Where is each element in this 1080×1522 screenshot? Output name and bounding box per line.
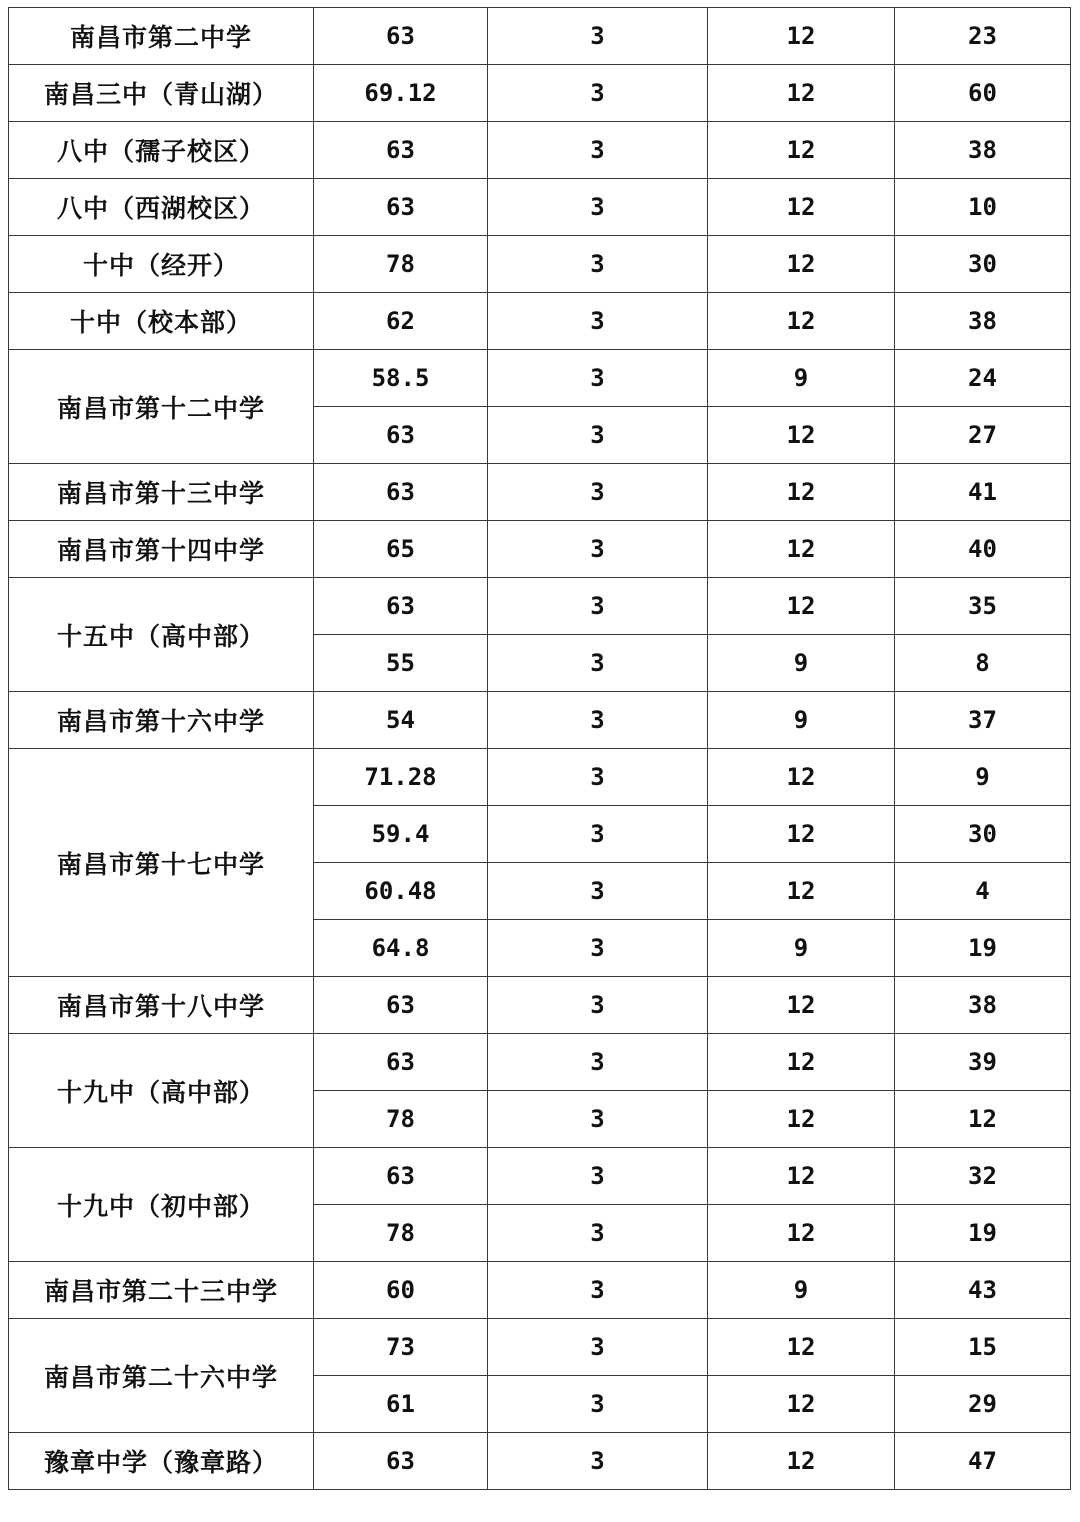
value-cell-col2: 60.48 — [314, 863, 488, 920]
table-row — [9, 1433, 1071, 1490]
value-cell-col5: 38 — [895, 122, 1071, 179]
value-cell-col5: 43 — [895, 1262, 1071, 1319]
value-cell-col4: 12 — [708, 1091, 895, 1148]
value-cell-col4: 12 — [708, 236, 895, 293]
value-cell-col3: 3 — [488, 920, 708, 977]
value-cell-col3: 3 — [488, 8, 708, 65]
value-cell-col5: 8 — [895, 635, 1071, 692]
value-cell-col5: 29 — [895, 1376, 1071, 1433]
value-cell-col5: 35 — [895, 578, 1071, 635]
value-cell-col5: 15 — [895, 1319, 1071, 1376]
value-cell-col5: 12 — [895, 1091, 1071, 1148]
value-cell-col2: 63 — [314, 464, 488, 521]
value-cell-col5: 4 — [895, 863, 1071, 920]
school-name-cell: 南昌市第二十三中学 — [9, 1262, 314, 1319]
table-body — [9, 8, 1071, 1490]
value-cell-col3: 3 — [488, 1262, 708, 1319]
value-cell-col3: 3 — [488, 1376, 708, 1433]
value-cell-col2: 63 — [314, 977, 488, 1034]
value-cell-col2: 63 — [314, 1433, 488, 1490]
value-cell-col2: 71.28 — [314, 749, 488, 806]
value-cell-col2: 78 — [314, 1091, 488, 1148]
table-row — [9, 179, 1071, 236]
value-cell-col3: 3 — [488, 464, 708, 521]
value-cell-col2: 55 — [314, 635, 488, 692]
value-cell-col3: 3 — [488, 1091, 708, 1148]
value-cell-col4: 12 — [708, 1319, 895, 1376]
school-name-cell: 南昌三中（青山湖） — [9, 65, 314, 122]
table-row — [9, 464, 1071, 521]
value-cell-col3: 3 — [488, 578, 708, 635]
table-row — [9, 977, 1071, 1034]
value-cell-col4: 9 — [708, 635, 895, 692]
value-cell-col5: 30 — [895, 236, 1071, 293]
school-name-cell: 豫章中学（豫章路） — [9, 1433, 314, 1490]
table-row — [9, 1034, 1071, 1091]
table-row — [9, 1148, 1071, 1205]
table-row — [9, 1262, 1071, 1319]
table-row — [9, 692, 1071, 749]
value-cell-col4: 12 — [708, 1034, 895, 1091]
value-cell-col5: 40 — [895, 521, 1071, 578]
value-cell-col3: 3 — [488, 635, 708, 692]
table-row — [9, 578, 1071, 635]
value-cell-col3: 3 — [488, 1319, 708, 1376]
value-cell-col5: 47 — [895, 1433, 1071, 1490]
value-cell-col5: 27 — [895, 407, 1071, 464]
value-cell-col4: 9 — [708, 350, 895, 407]
value-cell-col2: 63 — [314, 122, 488, 179]
value-cell-col4: 12 — [708, 122, 895, 179]
value-cell-col2: 58.5 — [314, 350, 488, 407]
value-cell-col3: 3 — [488, 692, 708, 749]
value-cell-col2: 63 — [314, 578, 488, 635]
value-cell-col3: 3 — [488, 236, 708, 293]
value-cell-col3: 3 — [488, 179, 708, 236]
school-name-cell: 南昌市第二十六中学 — [9, 1319, 314, 1433]
value-cell-col2: 63 — [314, 8, 488, 65]
value-cell-col2: 63 — [314, 1148, 488, 1205]
value-cell-col2: 63 — [314, 179, 488, 236]
value-cell-col2: 63 — [314, 1034, 488, 1091]
value-cell-col4: 9 — [708, 692, 895, 749]
table-row — [9, 8, 1071, 65]
value-cell-col5: 30 — [895, 806, 1071, 863]
school-name-cell: 十五中（高中部） — [9, 578, 314, 692]
value-cell-col4: 12 — [708, 578, 895, 635]
value-cell-col2: 63 — [314, 407, 488, 464]
value-cell-col2: 73 — [314, 1319, 488, 1376]
value-cell-col5: 39 — [895, 1034, 1071, 1091]
value-cell-col3: 3 — [488, 122, 708, 179]
school-name-cell: 十中（经开） — [9, 236, 314, 293]
value-cell-col4: 12 — [708, 977, 895, 1034]
value-cell-col3: 3 — [488, 806, 708, 863]
table-row — [9, 293, 1071, 350]
value-cell-col5: 38 — [895, 977, 1071, 1034]
value-cell-col5: 24 — [895, 350, 1071, 407]
value-cell-col2: 61 — [314, 1376, 488, 1433]
value-cell-col2: 78 — [314, 236, 488, 293]
value-cell-col4: 12 — [708, 806, 895, 863]
value-cell-col4: 12 — [708, 1205, 895, 1262]
value-cell-col5: 41 — [895, 464, 1071, 521]
table-row — [9, 1319, 1071, 1376]
school-name-cell: 八中（孺子校区） — [9, 122, 314, 179]
school-name-cell: 南昌市第十四中学 — [9, 521, 314, 578]
value-cell-col4: 12 — [708, 863, 895, 920]
value-cell-col3: 3 — [488, 977, 708, 1034]
school-name-cell: 八中（西湖校区） — [9, 179, 314, 236]
school-name-cell: 南昌市第二中学 — [9, 8, 314, 65]
value-cell-col3: 3 — [488, 350, 708, 407]
school-name-cell: 南昌市第十六中学 — [9, 692, 314, 749]
value-cell-col3: 3 — [488, 863, 708, 920]
table-row — [9, 749, 1071, 806]
school-name-cell: 十九中（高中部） — [9, 1034, 314, 1148]
value-cell-col4: 12 — [708, 1376, 895, 1433]
value-cell-col4: 12 — [708, 1148, 895, 1205]
table-row — [9, 122, 1071, 179]
value-cell-col3: 3 — [488, 749, 708, 806]
school-name-cell: 十九中（初中部） — [9, 1148, 314, 1262]
value-cell-col2: 62 — [314, 293, 488, 350]
value-cell-col4: 12 — [708, 179, 895, 236]
value-cell-col3: 3 — [488, 293, 708, 350]
value-cell-col4: 12 — [708, 65, 895, 122]
value-cell-col4: 12 — [708, 521, 895, 578]
school-name-cell: 南昌市第十三中学 — [9, 464, 314, 521]
school-name-cell: 南昌市第十七中学 — [9, 749, 314, 977]
value-cell-col4: 12 — [708, 293, 895, 350]
value-cell-col3: 3 — [488, 1205, 708, 1262]
value-cell-col2: 69.12 — [314, 65, 488, 122]
value-cell-col5: 9 — [895, 749, 1071, 806]
school-data-table — [8, 7, 1071, 1490]
value-cell-col5: 23 — [895, 8, 1071, 65]
value-cell-col3: 3 — [488, 65, 708, 122]
value-cell-col5: 19 — [895, 920, 1071, 977]
value-cell-col5: 60 — [895, 65, 1071, 122]
value-cell-col3: 3 — [488, 521, 708, 578]
value-cell-col4: 9 — [708, 920, 895, 977]
value-cell-col2: 60 — [314, 1262, 488, 1319]
table-row — [9, 236, 1071, 293]
value-cell-col3: 3 — [488, 407, 708, 464]
value-cell-col5: 10 — [895, 179, 1071, 236]
value-cell-col4: 12 — [708, 749, 895, 806]
table-row — [9, 65, 1071, 122]
value-cell-col4: 12 — [708, 1433, 895, 1490]
value-cell-col3: 3 — [488, 1148, 708, 1205]
value-cell-col3: 3 — [488, 1433, 708, 1490]
value-cell-col4: 12 — [708, 8, 895, 65]
table-row — [9, 521, 1071, 578]
value-cell-col2: 59.4 — [314, 806, 488, 863]
value-cell-col2: 54 — [314, 692, 488, 749]
value-cell-col5: 19 — [895, 1205, 1071, 1262]
school-name-cell: 南昌市第十二中学 — [9, 350, 314, 464]
value-cell-col2: 65 — [314, 521, 488, 578]
value-cell-col2: 64.8 — [314, 920, 488, 977]
value-cell-col3: 3 — [488, 1034, 708, 1091]
value-cell-col2: 78 — [314, 1205, 488, 1262]
value-cell-col4: 12 — [708, 407, 895, 464]
value-cell-col4: 12 — [708, 464, 895, 521]
school-name-cell: 南昌市第十八中学 — [9, 977, 314, 1034]
school-name-cell: 十中（校本部） — [9, 293, 314, 350]
value-cell-col4: 9 — [708, 1262, 895, 1319]
table-row — [9, 350, 1071, 407]
value-cell-col5: 38 — [895, 293, 1071, 350]
value-cell-col5: 37 — [895, 692, 1071, 749]
value-cell-col5: 32 — [895, 1148, 1071, 1205]
